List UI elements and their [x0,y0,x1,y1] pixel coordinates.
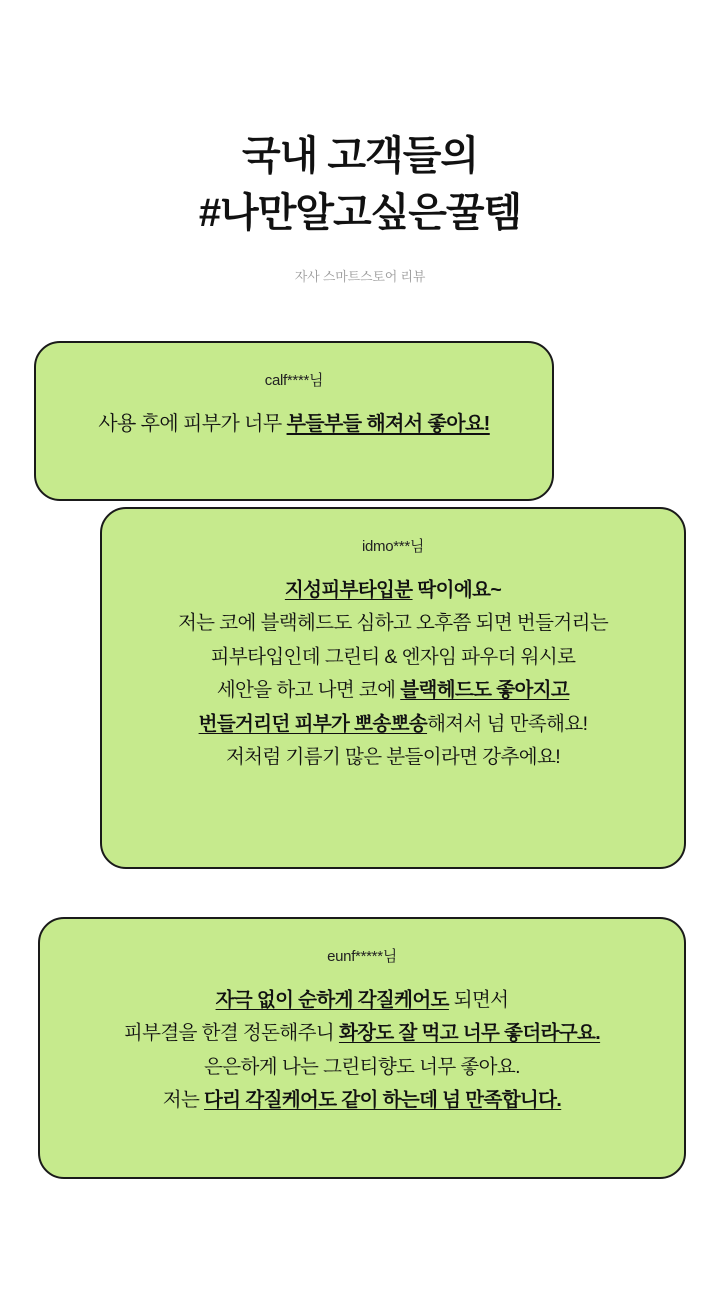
review-text-run: 사용 후에 피부가 너무 [98,412,287,435]
review-text-run: 다리 각질케어도 같이 하는데 넘 만족합니다. [204,1089,562,1112]
review-text-run: 자극 없이 순하게 각질케어도 [215,988,449,1011]
review-card [100,507,686,869]
page-title [0,128,720,242]
headline-line-2: #나만알고싶은꿀템 [198,190,522,235]
review-text-run: 저는 코에 블랙헤드도 심하고 오후쯤 되면 번들거리는 [177,612,609,635]
review-text-run: 화장도 잘 먹고 너무 좋더라구요. [338,1022,601,1045]
review-text-run: 되면서 [448,988,509,1011]
review-text-run: 피부결을 한결 정돈해주니 [123,1022,339,1045]
review-text-run: 은은하게 나는 그린티향도 너무 좋아요. [204,1055,520,1078]
review-text-run: 지성피부타입분 [284,578,413,601]
review-text [58,408,530,441]
reviewer-name: calf****님 [264,371,324,389]
review-line [124,641,662,675]
review-line [62,1051,662,1085]
review-text-run: 세안을 하고 나면 코에 [216,679,401,702]
review-text-run: 부들부들 해져서 좋아요! [286,412,490,435]
headline-line-1: 국내 고객들의 [242,134,478,178]
reviewer-name: eunf*****님 [327,947,397,965]
review-card [38,917,686,1179]
review-line [124,607,662,641]
review-text-run: 저는 [162,1089,205,1112]
review-text [62,984,662,1118]
review-text-run: 해져서 넘 만족해요! [427,712,588,735]
review-text-run: 피부타입인데 그린티 & 엔자임 파우더 워시로 [210,645,576,668]
review-line [62,1084,662,1118]
review-card [34,341,554,501]
review-line [124,741,662,775]
review-text [124,574,662,775]
review-line [124,574,662,608]
review-text-run: 블랙헤드도 좋아지고 [400,679,570,702]
reviewer-name: idmo***님 [361,537,425,555]
page-subtitle: 자사 스마트스토어 리뷰 [294,268,426,284]
review-line [124,674,662,708]
review-line [124,708,662,742]
review-line [58,408,530,441]
page-header [0,0,720,285]
review-line [62,1017,662,1051]
review-text-run: 번들거리던 피부가 뽀송뽀송 [198,712,428,735]
review-text-run: 딱이에요~ [412,578,502,601]
review-line [62,984,662,1018]
review-text-run: 저처럼 기름기 많은 분들이라면 강추에요! [225,746,561,769]
